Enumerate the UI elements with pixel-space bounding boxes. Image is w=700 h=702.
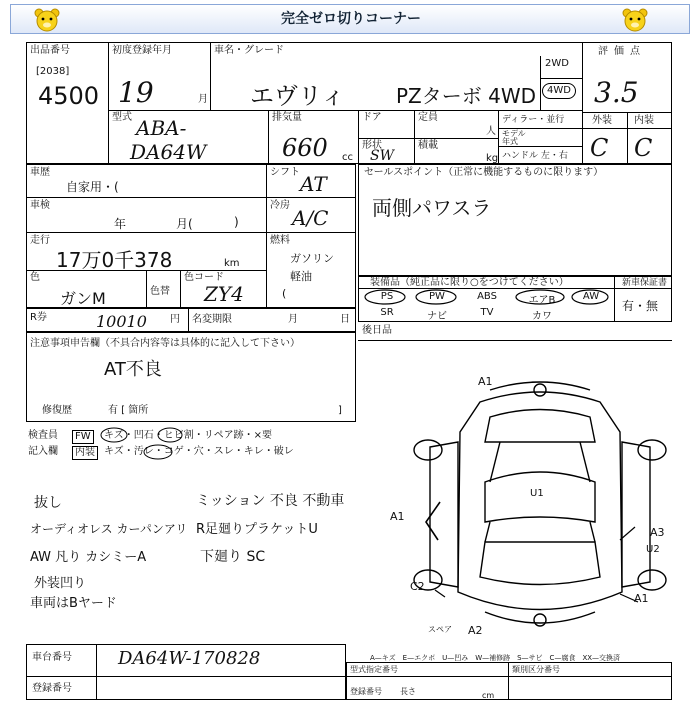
car-name: エヴリィ: [250, 82, 346, 110]
model-line2: DA64W: [130, 140, 207, 164]
inspector-fw: FW: [72, 430, 94, 444]
cm-unit: cm: [482, 691, 495, 700]
car-name-label: 車名・グレード: [214, 45, 284, 56]
sales-point-value: 両側パワスラ: [372, 196, 492, 220]
notation-codes: キズ・汚レ・コゲ・穴・スレ・キレ・破レ: [104, 446, 294, 457]
load-label: 積載: [418, 140, 438, 151]
recycle-label: R券: [30, 312, 47, 323]
recycle-unit: 円: [170, 314, 180, 325]
ext-grade: C: [590, 134, 609, 162]
drive-2wd-label: 2WD: [545, 58, 569, 69]
diagram-mark-a1-rear: A1: [634, 592, 649, 605]
repair-close: ]: [338, 405, 342, 416]
fuel-paren: (: [282, 287, 287, 300]
sales-point-label: セールスポイント（正常に機能するものに限ります）: [364, 167, 604, 178]
capacity-label: 定員: [418, 112, 438, 123]
ac-value: A/C: [292, 206, 329, 230]
mascot-bear-icon-right: [621, 7, 649, 33]
score-label: 評価点: [598, 46, 646, 57]
load-unit: kg: [486, 153, 499, 164]
diagram-mark-a1-top: A1: [478, 375, 493, 388]
name-change-day: 日: [340, 314, 350, 325]
recycle-row: [26, 308, 356, 332]
shift-value: AT: [300, 172, 327, 196]
equipment-label: 装備品（純正品に限り○をつけてください）: [370, 277, 569, 288]
doors-label: ドア: [362, 112, 382, 123]
remark-7: R足廻りプラケットU: [196, 522, 318, 537]
diagram-mark-a3: A3: [650, 526, 665, 539]
notation-interior: 内装: [72, 446, 98, 460]
color-label: 色: [30, 272, 40, 283]
repair-value: 有 [ 箇所: [108, 405, 149, 416]
drive-4wd-value: 4WD: [542, 83, 576, 99]
equip-leather: カワ: [532, 311, 552, 322]
inspector-circle-marks: [100, 424, 200, 464]
model-label: 型式: [112, 112, 132, 123]
shift-label: シフト: [270, 167, 300, 178]
equip-tv: TV: [480, 307, 494, 318]
engine-value: 660: [282, 134, 328, 162]
inspector-label: 検査員: [28, 430, 58, 441]
color-tone-label: 色替: [150, 286, 170, 297]
mileage-label: 走行: [30, 235, 50, 246]
recycle-value: 10010: [96, 312, 147, 331]
registration-label: 初度登録年月: [112, 45, 172, 56]
color-value: ガンM: [60, 289, 106, 308]
equip-sr: SR: [380, 307, 394, 318]
remark-2: オーディオレス カーパンアリ: [30, 522, 188, 536]
inspection-month-unit: 月(: [176, 217, 193, 231]
equip-navi: ナビ: [427, 311, 447, 322]
remark-4: 外装凹り: [34, 576, 87, 591]
equip-abs: ABS: [477, 291, 497, 302]
engine-label: 排気量: [272, 112, 302, 123]
inspection-close: ): [234, 215, 239, 229]
diagram-mark-u1: U1: [530, 488, 544, 499]
class-designation-label: 類別区分番号: [512, 665, 560, 674]
page-title: 完全ゼロ切りコーナー: [281, 11, 421, 27]
int-grade: C: [634, 134, 653, 162]
ext-label: 外装: [592, 115, 612, 126]
int-label: 内装: [634, 115, 654, 126]
listing-sub: [2038]: [36, 66, 70, 77]
history-label: 車歴: [30, 167, 50, 178]
notes-value: AT不良: [104, 359, 162, 380]
reg-number-label: 登録番号: [32, 683, 72, 694]
equip-ps: PS: [380, 291, 394, 302]
remark-8: 下廻り SC: [200, 549, 266, 565]
mileage-value: 17万0千378: [56, 248, 173, 272]
registration-month-unit: 月: [198, 94, 208, 105]
inspection-label: 車検: [30, 200, 50, 211]
reg-mark-label: 登録番号: [350, 687, 382, 696]
equipment-circle-marks: [358, 288, 614, 322]
fuel-diesel: 軽油: [290, 270, 312, 283]
inspection-year-unit: 年: [114, 217, 127, 231]
history-value: 自家用・(: [66, 180, 119, 194]
score-value: 3.5: [594, 76, 639, 109]
mileage-unit: km: [224, 258, 240, 269]
listing-number: 4500: [38, 82, 100, 110]
type-designation-label: 型式指定番号: [350, 665, 398, 674]
notation-label: 記入欄: [28, 446, 58, 457]
diagram-mark-c2: C2: [410, 580, 425, 593]
remark-3: AW 凡り カシミーA: [30, 550, 147, 565]
shape-value: SW: [370, 148, 394, 164]
warranty-label: 新車保証書: [622, 278, 668, 288]
remark-5: 車両はBヤード: [30, 596, 117, 611]
diagram-spare-label: スペア: [428, 625, 452, 634]
inspector-codes: キズ・凹石・ヒビ割・リペア跡・×要: [104, 430, 272, 441]
dealer-label: ディラー・並行: [502, 115, 565, 125]
later-input-label: 後日品: [362, 325, 392, 336]
length-label: 長さ: [400, 687, 416, 696]
listing-label: 出品番号: [30, 45, 70, 56]
equip-aw: AW: [582, 291, 600, 302]
model-year-label: モデル年式: [502, 129, 526, 146]
registration-year: 19: [118, 76, 154, 109]
name-change-month: 月: [288, 314, 298, 325]
shape-label: 形状: [362, 140, 382, 151]
diagram-mark-u2: U2: [646, 544, 660, 555]
repair-label: 修復歴: [42, 405, 72, 416]
color-code-label: 色コード: [184, 272, 224, 283]
chassis-label: 車台番号: [32, 652, 72, 663]
header-bar: [10, 4, 690, 34]
name-change-label: 名変期限: [192, 314, 232, 325]
equip-airbag: エアB: [528, 295, 556, 306]
diagram-legend: A—キズ E—エクボ U—凹み W—補修跡 S—サビ C—腐食 XX—交換済: [370, 654, 621, 662]
diagram-mark-a1-left: A1: [390, 510, 405, 523]
model-line1: ABA-: [136, 116, 187, 140]
warranty-value: 有・無: [622, 299, 659, 313]
car-grade: PZターボ 4WD: [396, 84, 537, 108]
remark-1: 抜し: [34, 495, 62, 511]
diagram-mark-a2: A2: [468, 624, 483, 637]
handle-label: ハンドル 左・右: [502, 151, 568, 161]
engine-unit: cc: [342, 152, 353, 163]
remark-6: ミッション 不良 不動車: [196, 493, 345, 509]
equip-pw: PW: [429, 291, 445, 302]
ac-label: 冷房: [270, 200, 290, 211]
chassis-value: DA64W-170828: [118, 648, 261, 669]
mascot-bear-icon-left: [33, 7, 61, 33]
notes-label: 注意事項申告欄（不具合内容等は具体的に記入して下さい）: [30, 338, 300, 349]
fuel-gasoline: ガソリン: [290, 252, 334, 265]
color-code-value: ZY4: [204, 282, 244, 306]
fuel-label: 燃料: [270, 235, 290, 246]
capacity-unit: 人: [486, 126, 496, 137]
